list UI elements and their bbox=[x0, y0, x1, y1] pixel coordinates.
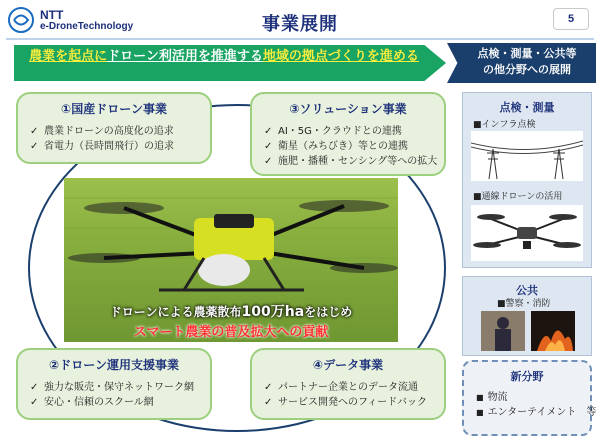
business-item: ✓ AI・5G・クラウドとの連携 bbox=[264, 124, 440, 139]
mission-part3: 地域の拠点づくりを進める bbox=[262, 49, 419, 64]
header-divider bbox=[6, 38, 594, 40]
business-item: ✓ パートナー企業とのデータ流通 bbox=[264, 380, 440, 395]
panel-sub-infra: ■インフラ点検 bbox=[473, 120, 536, 130]
fire-photo bbox=[531, 311, 575, 351]
business-item: ✓ 安心・信頼のスクール網 bbox=[30, 395, 206, 410]
mission-part2: ドローン利活用を推進する bbox=[107, 49, 263, 64]
panel-title: 点検・測量 bbox=[499, 101, 555, 114]
business-title: ①国産ドローン事業 bbox=[61, 102, 167, 116]
panel-title: 公共 bbox=[516, 284, 538, 297]
power-tower-icon bbox=[471, 131, 583, 181]
caption-part-a: ドローンによる農薬散布 bbox=[109, 305, 242, 319]
panel-sub-police-fire: ■警察・消防 bbox=[497, 299, 551, 309]
business-title: ④データ事業 bbox=[312, 358, 384, 372]
panel-new-field bbox=[462, 360, 597, 436]
caption-part-c: をはじめ bbox=[304, 305, 353, 319]
business-item: ✓ 強力な販売・保守ネットワーク網 bbox=[30, 380, 206, 395]
expansion-line1: 点検・測量・公共等 bbox=[477, 47, 577, 60]
photo-caption-line1 bbox=[64, 301, 398, 321]
business-item: ✓ 施肥・播種・センシング等への拡大 bbox=[264, 154, 440, 169]
page-title: 事業展開 bbox=[262, 14, 338, 35]
panel-title: 新分野 bbox=[510, 370, 544, 383]
logo-text-top: NTT bbox=[40, 8, 64, 22]
mission-banner-text bbox=[14, 45, 434, 81]
expansion-banner-text bbox=[460, 46, 594, 78]
inspection-drone-icon bbox=[471, 205, 583, 261]
business-item: ✓ サービス開発へのフィードバック bbox=[264, 395, 440, 410]
police-photo bbox=[481, 311, 525, 351]
business-title: ③ソリューション事業 bbox=[289, 102, 407, 116]
logo-text-bottom: e-DroneTechnology bbox=[40, 21, 134, 32]
business-item: ✓ 農業ドローンの高度化の追求 bbox=[30, 124, 206, 139]
expansion-line2: の他分野への展開 bbox=[483, 63, 571, 76]
new-field-item: ■ エンターテイメント 等 bbox=[476, 405, 596, 420]
mission-part1: 農業を起点に bbox=[29, 49, 108, 64]
panel-inspection bbox=[462, 92, 592, 268]
business-title: ②ドローン運用支援事業 bbox=[49, 358, 179, 372]
photo-caption-line2: スマート農業の普及拡大への貢献 bbox=[133, 325, 329, 340]
new-field-item: ■ 物流 bbox=[476, 390, 596, 405]
panel-public bbox=[462, 276, 592, 356]
business-item: ✓ 省電力（長時間飛行）の追求 bbox=[30, 139, 206, 154]
business-box-operation-support bbox=[16, 348, 212, 420]
business-item: ✓ 衛星（みちびき）等との連携 bbox=[264, 139, 440, 154]
page-number: 5 bbox=[553, 8, 589, 30]
caption-part-b: 100万ha bbox=[241, 304, 305, 320]
business-box-data bbox=[250, 348, 446, 420]
business-box-domestic-drone bbox=[16, 92, 212, 164]
panel-sub-wire-drone: ■通線ドローンの活用 bbox=[473, 192, 563, 202]
business-box-solution bbox=[250, 92, 446, 176]
